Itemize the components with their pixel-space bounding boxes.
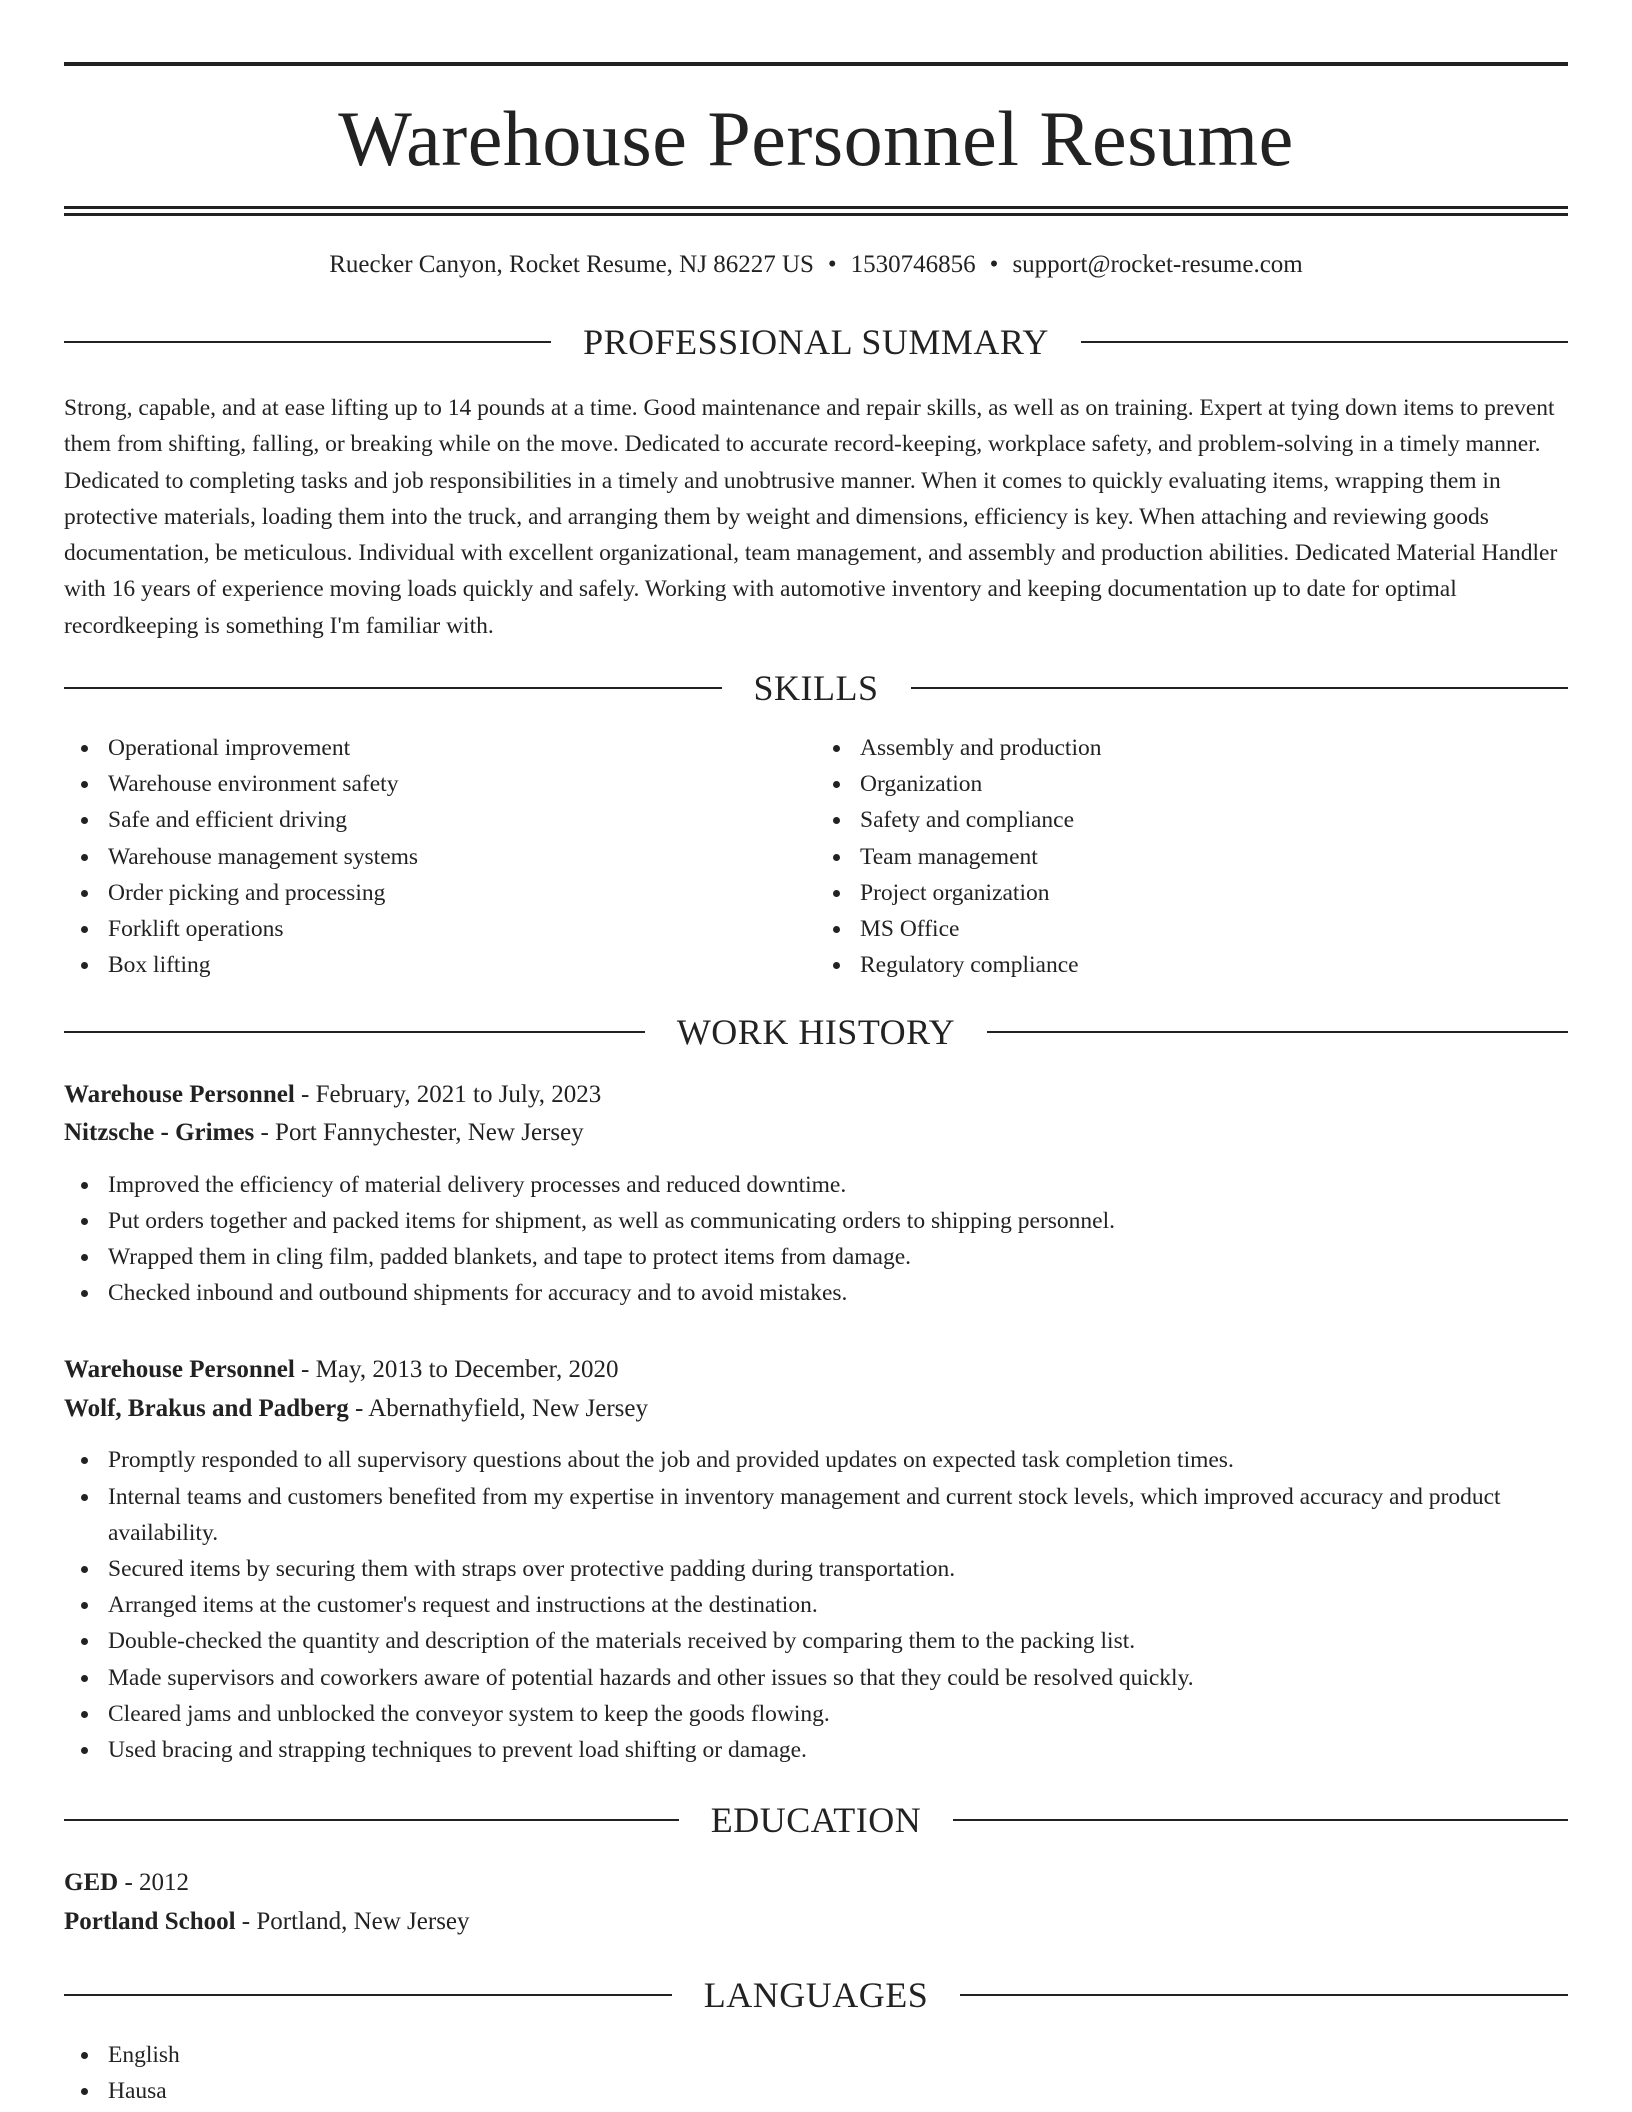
skill-item: Order picking and processing: [108, 875, 816, 911]
contact-address: Ruecker Canyon, Rocket Resume, NJ 86227 US: [329, 251, 814, 278]
resume-page: [64, 62, 1568, 2110]
contact-line: [64, 250, 1568, 280]
job-bullet: Used bracing and strapping techniques to prevent load shifting or damage.: [108, 1732, 1568, 1768]
skills-list: [64, 730, 1568, 983]
job-company: Nitzsche - Grimes: [64, 1119, 255, 1146]
work-heading: [64, 1011, 1568, 1052]
job-bullet: Improved the efficiency of material delivery processes and reduced downtime.: [108, 1167, 1568, 1203]
languages-heading-text: LANGUAGES: [703, 1975, 929, 2016]
language-item: Hausa: [108, 2073, 1568, 2109]
heading-rule-right: [987, 1031, 1568, 1033]
contact-separator: •: [827, 251, 837, 278]
work-heading-text: WORK HISTORY: [676, 1011, 956, 1052]
job-bullets: [64, 1167, 1568, 1312]
education-year: - 2012: [118, 1869, 190, 1897]
summary-text: Strong, capable, and at ease lifting up to 14 pounds at a time. Good maintenance and repair skills, as well as on training. Expert at tying down items to prevent them from shifting, falling, or breaking while on the move. Dedicated to accurate record-keeping, workplace safety, and problem-solving in a timely manner. Dedicated to completing tasks and job responsibilities in a timely and unobtrusive manner. When it comes to quickly evaluating items, wrapping them in protective materials, loading them into the truck, and arranging them by weight and dimensions, efficiency is key. When attaching and reviewing goods documentation, be meticulous. Individual with excellent organizational, team management, and assembly and production abilities. Dedicated Material Handler with 16 years of experience moving loads quickly and safely. Working with automotive inventory and keeping documentation up to date for optimal recordkeeping is something I'm familiar with.: [64, 395, 1558, 639]
heading-rule-right: [960, 1994, 1568, 1996]
job-title: Warehouse Personnel: [64, 1080, 295, 1108]
skill-item: Forklift operations: [108, 911, 816, 947]
job-title-line: [64, 1076, 1568, 1115]
languages-section: [64, 2037, 1568, 2109]
education-heading-text: EDUCATION: [710, 1800, 922, 1841]
summary-heading: [64, 324, 1568, 360]
job-entry: [64, 1076, 1568, 1312]
job-company-line: [64, 1114, 1568, 1153]
job-dates: - February, 2021 to July, 2023: [294, 1080, 602, 1108]
skill-item: Warehouse management systems: [108, 839, 816, 875]
skills-heading: [64, 668, 1568, 709]
job-bullet: Put orders together and packed items for shipment, as well as communicating orders to shipping personnel.: [108, 1203, 1568, 1239]
education-heading: [64, 1800, 1568, 1841]
languages-heading: [64, 1975, 1568, 2016]
heading-rule-right: [1081, 341, 1568, 343]
job-location: - Abernathyfield, New Jersey: [348, 1394, 648, 1422]
heading-rule-left: [64, 1031, 645, 1033]
job-bullet: Secured items by securing them with straps over protective padding during transportation.: [108, 1551, 1568, 1587]
heading-rule-left: [64, 341, 551, 343]
languages-list: [64, 2037, 1568, 2109]
skills-column-right: [816, 730, 1568, 983]
skill-item: Box lifting: [108, 947, 816, 983]
contact-email: support@rocket-resume.com: [1012, 251, 1303, 278]
skill-item: Team management: [860, 839, 1568, 875]
job-entry: [64, 1351, 1568, 1768]
job-bullet: Double-checked the quantity and description of the materials received by comparing them to the packing list.: [108, 1623, 1568, 1659]
language-item: English: [108, 2037, 1568, 2073]
summary-heading-text: PROFESSIONAL SUMMARY: [583, 322, 1049, 362]
job-location: - Port Fannychester, New Jersey: [254, 1119, 584, 1146]
skill-item: Safe and efficient driving: [108, 802, 816, 838]
skills-heading-text: SKILLS: [753, 668, 879, 709]
contact-phone: 1530746856: [850, 251, 976, 278]
job-bullet: Cleared jams and unblocked the conveyor system to keep the goods flowing.: [108, 1696, 1568, 1732]
job-bullet: Arranged items at the customer's request and instructions at the destination.: [108, 1587, 1568, 1623]
contact-separator: •: [989, 251, 999, 278]
heading-rule-left: [64, 687, 722, 689]
skills-column-left: [64, 730, 816, 983]
job-title: Warehouse Personnel: [64, 1356, 295, 1384]
job-company-line: [64, 1390, 1568, 1429]
job-bullet: Made supervisors and coworkers aware of potential hazards and other issues so that they could be resolved quickly.: [108, 1660, 1568, 1696]
education-school-line: [64, 1903, 1568, 1942]
skill-item: Assembly and production: [860, 730, 1568, 766]
skill-item: Project organization: [860, 875, 1568, 911]
job-bullet: Checked inbound and outbound shipments for accuracy and to avoid mistakes.: [108, 1275, 1568, 1311]
job-bullet: Wrapped them in cling film, padded blankets, and tape to protect items from damage.: [108, 1239, 1568, 1275]
resume-title: Warehouse Personnel Resume: [338, 95, 1294, 182]
job-bullet: Promptly responded to all supervisory questions about the job and provided updates on expected task completion times.: [108, 1442, 1568, 1478]
heading-rule-left: [64, 1819, 679, 1821]
education-entry: [64, 1864, 1568, 1941]
skill-item: Safety and compliance: [860, 802, 1568, 838]
heading-rule-right: [953, 1819, 1568, 1821]
heading-rule-left: [64, 1994, 672, 1996]
skill-item: Warehouse environment safety: [108, 766, 816, 802]
education-school: Portland School: [64, 1907, 236, 1935]
job-title-line: [64, 1351, 1568, 1390]
skill-item: Operational improvement: [108, 730, 816, 766]
heading-rule-right: [911, 687, 1569, 689]
education-location: - Portland, New Jersey: [235, 1907, 470, 1935]
skill-item: Regulatory compliance: [860, 947, 1568, 983]
job-bullet: Internal teams and customers benefited from my expertise in inventory management and current stock levels, which improved accuracy and product availability.: [108, 1479, 1568, 1551]
top-rule: [64, 62, 1568, 66]
job-bullets: [64, 1442, 1568, 1768]
job-dates: - May, 2013 to December, 2020: [294, 1356, 619, 1384]
skill-item: MS Office: [860, 911, 1568, 947]
skill-item: Organization: [860, 766, 1568, 802]
education-degree: GED: [64, 1869, 119, 1897]
title-double-rule: [64, 206, 1568, 216]
education-degree-line: [64, 1864, 1568, 1903]
job-company: Wolf, Brakus and Padberg: [64, 1394, 349, 1422]
